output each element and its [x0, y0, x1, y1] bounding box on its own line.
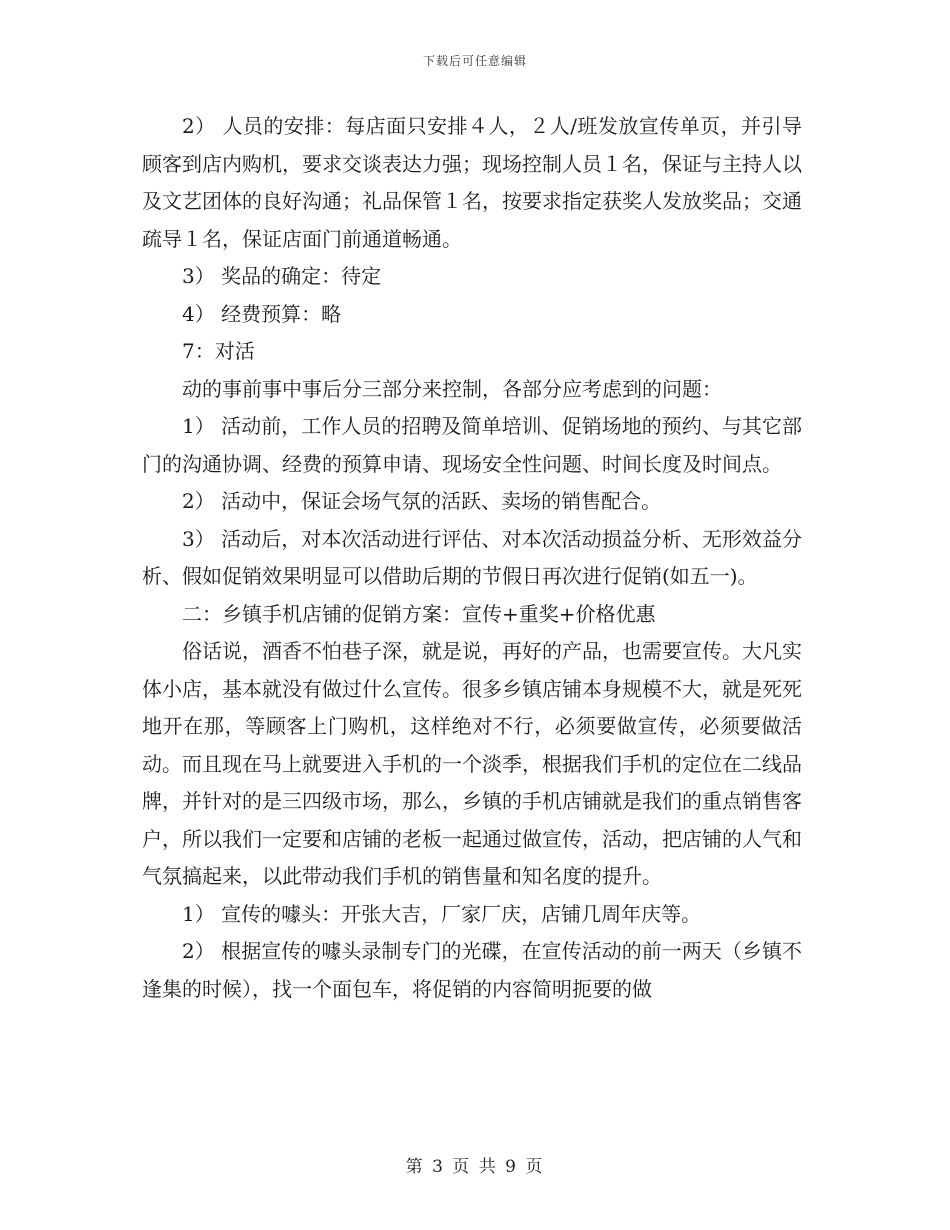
paragraph-during-event: 2） 活动中，保证会场气氛的活跃、卖场的销售配合。	[182, 489, 662, 513]
paragraph-section-7: 7：对活	[182, 339, 255, 363]
paragraph-promotion-disc: 2） 根据宣传的噱头录制专门的光碟，在宣传活动的前一两天（乡镇不逢集的时候），找一个面包车，将促销的内容简明扼要的做	[142, 939, 802, 1001]
paragraph-promotion-rationale: 俗话说，酒香不怕巷子深，就是说，再好的产品，也需要宣传。大凡实体小店，基本就没有做过什么宣传。很多乡镇店铺本身规模不大，就是死死地开在那，等顾客上门购机，这样绝对不行，必须要做宣传，必须要做活动。而且现在马上就要进入手机的一个淡季，根据我们手机的定位在二线品牌，并针对的是三四级市场，那么，乡镇的手机店铺就是我们的重点销售客户，所以我们一定要和店铺的老板一起通过做宣传，活动，把店铺的人气和气氛搞起来，以此带动我们手机的销售量和知名度的提升。	[142, 639, 802, 888]
paragraph-after-event: 3） 活动后，对本次活动进行评估、对本次活动损益分析、无形效益分析、假如促销效果明显可以借助后期的节假日再次进行促销(如五一)。	[142, 526, 802, 588]
paragraph-control-intro: 动的事前事中事后分三部分来控制，各部分应考虑到的问题：	[182, 376, 722, 401]
paragraph-before-event: 1） 活动前，工作人员的招聘及简单培训、促销场地的预约、与其它部门的沟通协调、经费的预算申请、现场安全性问题、时间长度及时间点。	[142, 414, 802, 476]
page-header: 下载后可任意编辑	[422, 54, 527, 68]
paragraph-prize-determination: 3） 奖品的确定：待定	[182, 264, 382, 288]
page-footer: 第 3 页 共 9 页	[405, 1157, 545, 1177]
paragraph-staff-arrangement: 2） 人员的安排：每店面只安排４人，２人/班发放宣传单页，并引导顾客到店内购机，要求交谈表达力强；现场控制人员１名，保证与主持人以及文艺团体的良好沟通；礼品保管１名，按要求指定获奖人发放奖品；交通疏导１名，保证店面门前通道畅通。	[142, 114, 802, 251]
paragraph-budget: 4） 经费预算：略	[182, 301, 342, 326]
document-body	[142, 108, 802, 1008]
paragraph-promotion-hook: 1） 宣传的噱头：开张大吉，厂家厂庆，店铺几周年庆等。	[182, 901, 702, 926]
section-heading-rural-promotion: 二：乡镇手机店铺的促销方案：宣传+重奖+价格优惠	[182, 601, 656, 626]
